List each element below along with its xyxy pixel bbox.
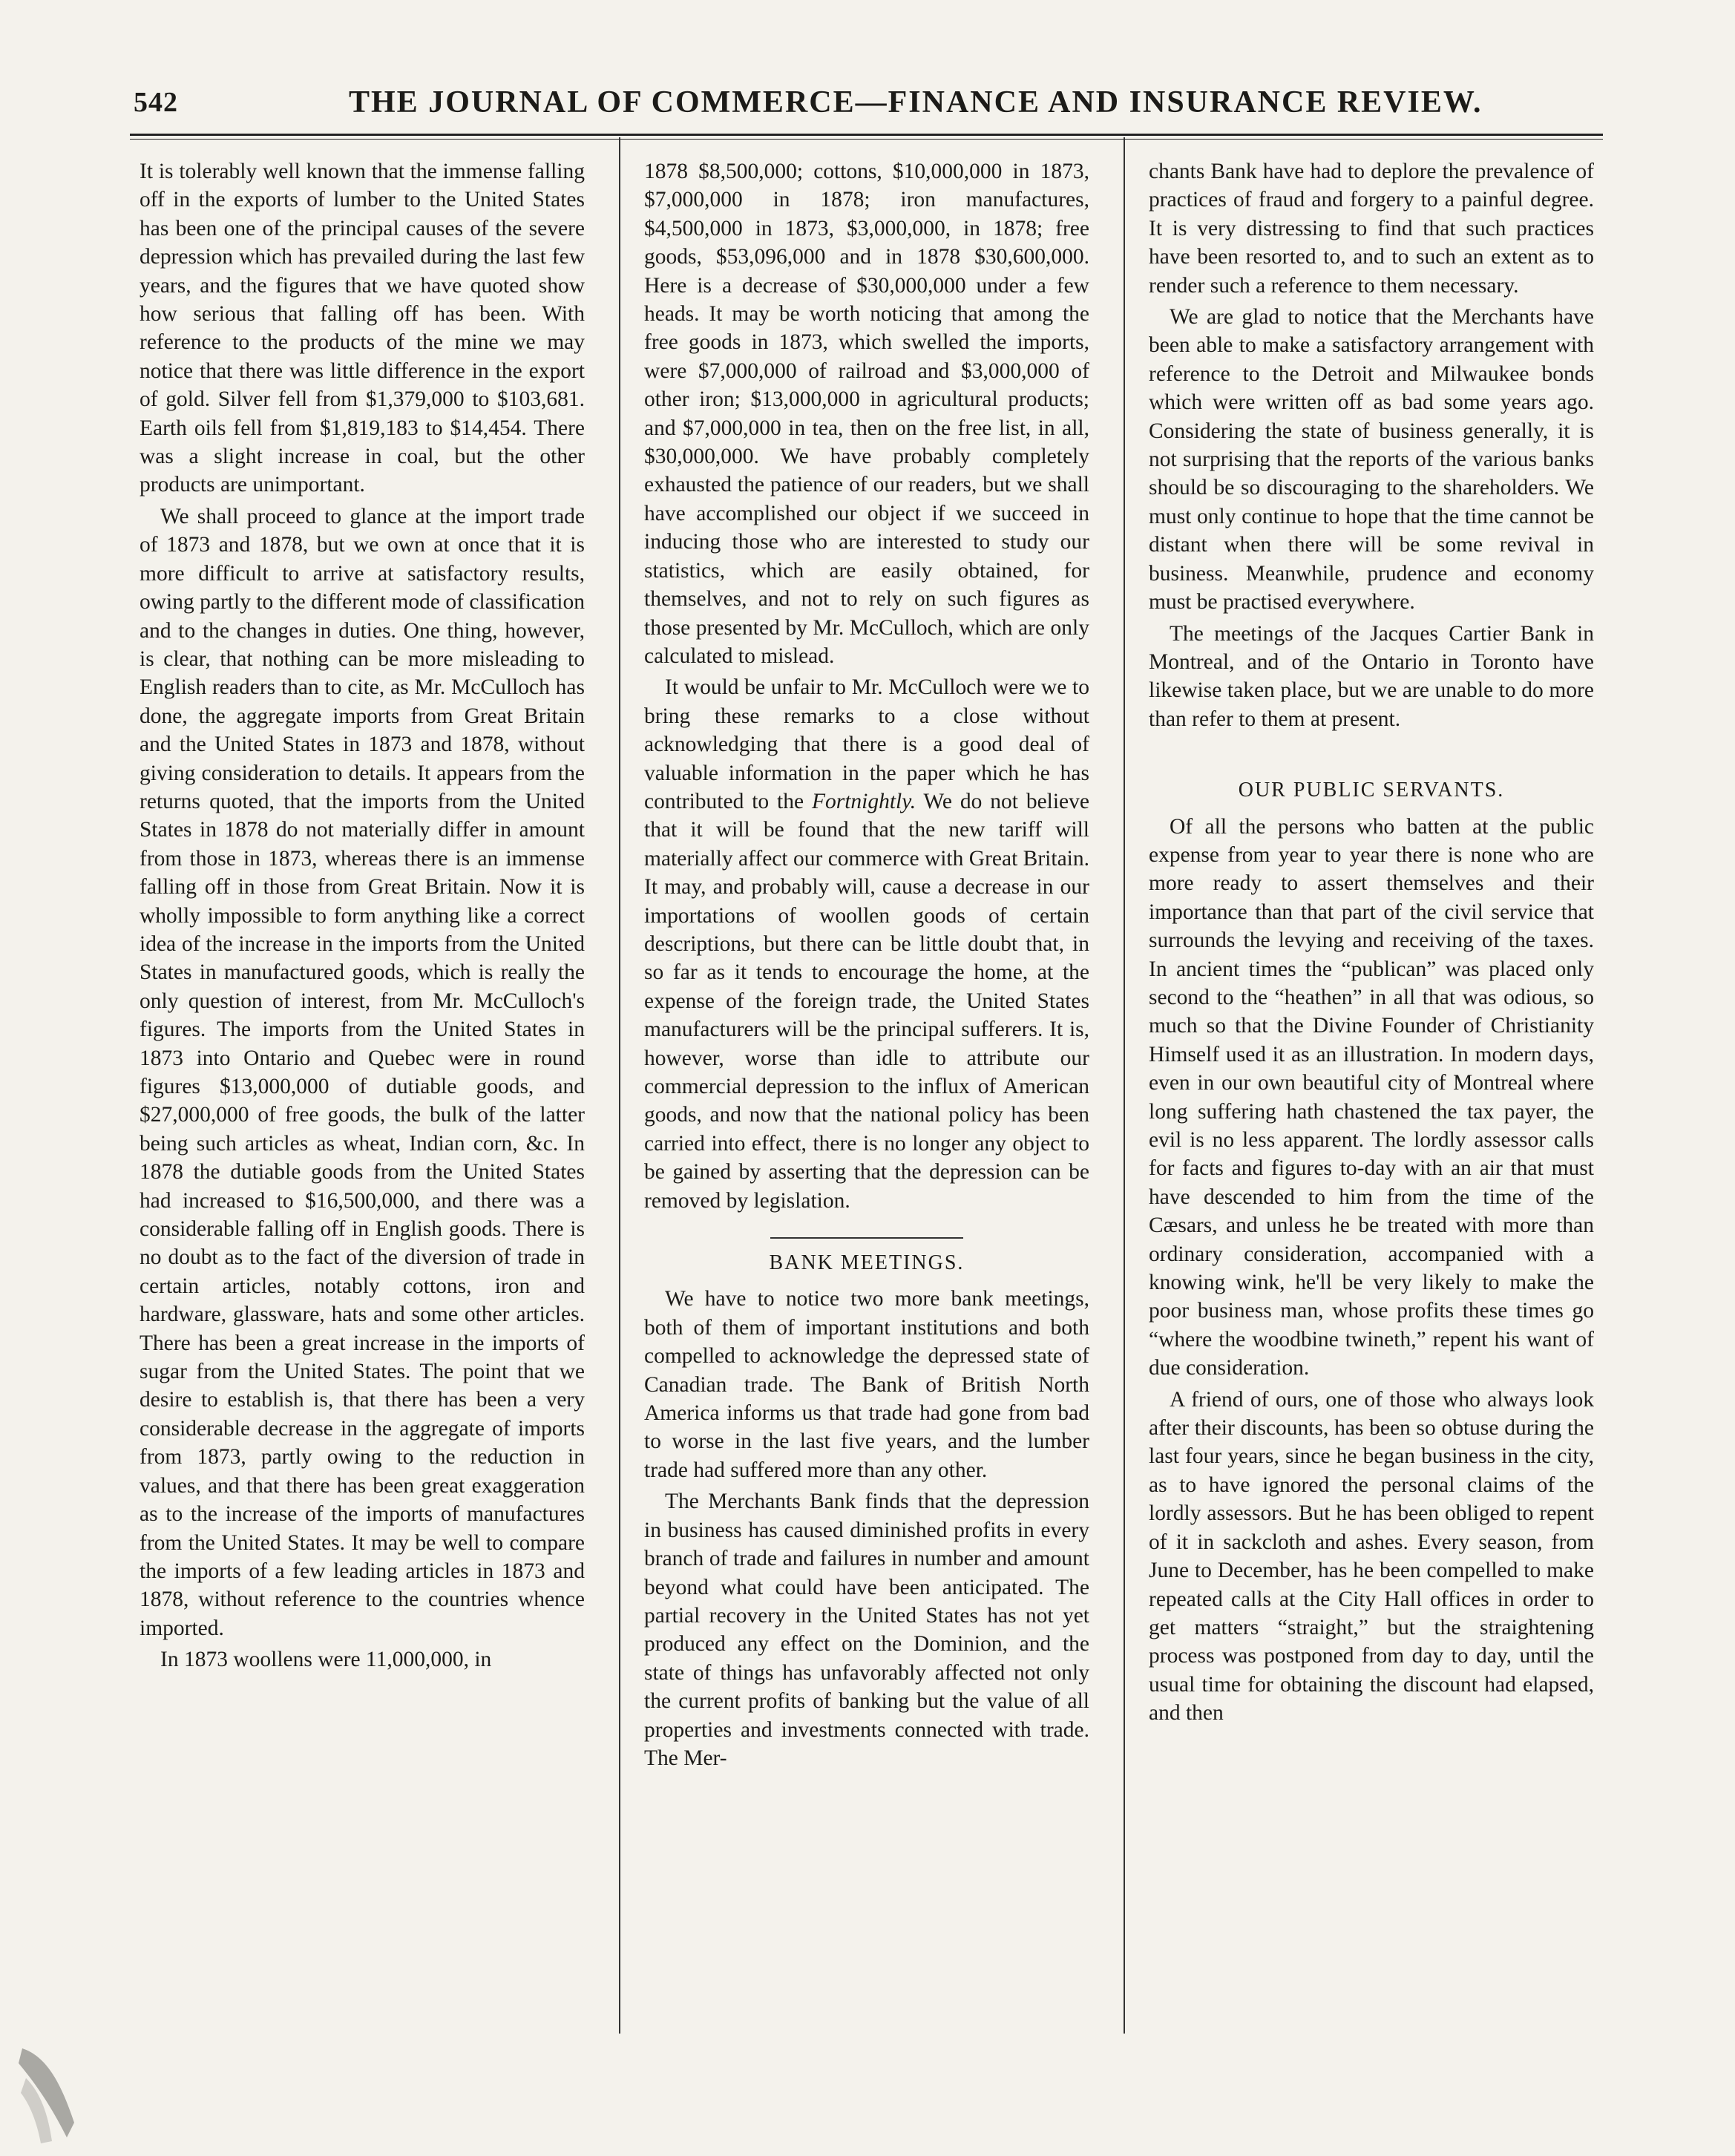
paragraph: 1878 $8,500,000; cottons, $10,000,000 in 1873, $7,000,000 in 1878; iron manufactures, $4,500,000 in 1873, $3,000,000, in 1878; free goods, $53,096,000 and in 1878 $30,600,000. Here is a decrease of $30,000,000 under a few heads. It may be worth noticing that among the free goods in 1873, which swelled the imports, were $7,000,000 of railroad and $3,000,000 of other iron; $13,000,000 in agricultural products; and $7,000,000 in tea, then on the free list, in all, $30,000,000. We have probably completely exhausted the patience of our readers, but we shall have accomplished our object if we succeed in inducing those who are interested to study our statistics, which are easily obtained, for themselves, and not to rely on such figures as those presented by Mr. McCulloch, which are only calculated to mislead. — [644, 160, 1089, 668]
section-spacer — [1149, 733, 1594, 766]
paragraph — [644, 673, 1089, 1215]
publication-name: Fortnightly. — [811, 789, 916, 813]
scan-smudge-mark — [15, 2034, 96, 2145]
section-heading-bank-meetings: BANK MEETINGS. — [769, 1251, 965, 1275]
paragraph: We are glad to notice that the Merchants have been able to make a satisfactory arrangement with reference to the Detroit and Milwaukee bonds which were written off as bad some years ago. Considering the state of business generally, it is not surprising that the reports of the various banks should be so discouraging to the shareholders. We must only continue to hope that the time cannot be distant when there will be some revival in business. Meanwhile, prudence and economy must be practised everywhere. — [1149, 305, 1594, 615]
page-header — [126, 82, 1603, 123]
paragraph-text: We do not believe that it will be found that the new tariff will materially affect our commerce with Great Britain. It may, and probably will, cause a decrease in our importations of woollen goods of certain descriptions, but there can be little doubt that, in so far as it tends to encourage the home, at the expense of the foreign trade, the United States manufacturers will be the principal sufferers. It is, however, worse than idle to attribute our commercial depression to the influx of American goods, and now that the national policy has been carried into effect, there is no longer any object to be gained by asserting that the depression can be removed by legislation. — [644, 789, 1089, 1213]
paragraph: chants Bank have had to deplore the prevalence of practices of fraud and forgery to a painful degree. It is very distressing to find that such practices have been resorted to, and to such an extent as to render such a reference to them necessary. — [1149, 160, 1594, 298]
paragraph: It is tolerably well known that the immense falling off in the exports of lumber to the United States has been one of the principal causes of the severe depression which has prevailed during the last few years, and the figures that we have quoted show how serious that falling off has been. With reference to the products of the mine we may notice that there was little difference in the export of gold. Silver fell from $1,379,000 to $103,681. Earth oils fell from $1,819,183 to $14,454. There was a slight increase in coal, but the other products are unimportant. — [140, 160, 585, 497]
paragraph: In 1873 woollens were 11,000,000, in — [160, 1648, 492, 1672]
column-3 — [1149, 157, 1594, 1728]
paragraph: We shall proceed to glance at the import trade of 1873 and 1878, but we own at once that it is more difficult to arrive at satisfactory results, owing partly to the different mode of classification and to the changes in duties. One thing, however, is clear, that nothing can be more misleading to English readers than to cite, as Mr. McCulloch has done, the aggregate imports from Great Britain and the United States in 1873 and 1878, without giving consideration to details. It appears from the returns quoted, that the imports from the United States in 1878 do not materially differ in amount from those in 1873, whereas there is an immense falling off in those from Great Britain. Now it is wholly impossible to form anything like a correct idea of the increase in the imports from the United States in manufactured goods, which is really the only question of interest, from Mr. McCulloch's figures. The imports from the United States in 1873 into Ontario and Quebec were in round figures $13,000,000 of dutiable goods, and $27,000,000 of free goods, the bulk of the latter being such articles as wheat, Indian corn, &c. In 1878 the dutiable goods from the United States had increased to $16,500,000, and there was a considerable falling off in English goods. There is no doubt as to the fact of the diversion of trade in certain articles, notably cottons, iron and hardware, glassware, hats and some other articles. There has been a great increase in the imports of sugar from the United States. The point that we desire to establish is, that there has been a very considerable decrease in the aggregate of imports from 1873, partly owing to the reduction in values, and that there has been great exaggeration as to the increase of the imports of manufactures from the United States. It may be well to compare the imports of a few leading articles in 1873 and 1878, without reference to the countries whence imported. — [140, 504, 585, 1640]
column-1 — [140, 157, 585, 1674]
paragraph: We have to notice two more bank meetings, both of them of important institutions and both compelled to acknowledge the depressed state of Canadian trade. The Bank of British North America informs us that trade had gone from bad to worse in the last five years, and the lumber trade had suffered more than any other. — [644, 1287, 1089, 1482]
section-heading-public-servants: OUR PUBLIC SERVANTS. — [1238, 779, 1505, 802]
journal-title: THE JOURNAL OF COMMERCE—FINANCE AND INSURANCE REVIEW. — [349, 85, 1483, 119]
column-divider — [1124, 137, 1125, 2034]
paragraph: The meetings of the Jacques Cartier Bank in Montreal, and of the Ontario in Toronto have likewise taken place, but we are unable to do more than refer to them at present. — [1149, 621, 1594, 731]
header-rule — [130, 134, 1603, 140]
page-number: 542 — [134, 87, 178, 118]
paragraph: Of all the persons who batten at the public expense from year to year there is none who are more ready to assert themselves and their importance than that part of the civil service that surrounds the levying and receiving of the taxes. In ancient times the “publican” was placed only second to the “heathen” in all that was odious, so much so that the Divine Founder of Christianity Himself used it as an illustration. In modern days, even in our own beautiful city of Montreal where long suffering hath chastened the tax payer, the evil is no less apparent. The lordly assessor calls for facts and figures to-day with an air that must have descended to him from the time of the Cæsars, and unless he be treated with more than ordinary consideration, accompanied with a knowing wink, he'll be very likely to make the poor business man, whose profits these times go “where the woodbine twineth,” repent his want of due consideration. — [1149, 814, 1594, 1380]
paragraph-text: It would be unfair to Mr. McCulloch were we to bring these remarks to a close without acknowledging that there is a good deal of valuable information in the paper which he has contributed to the — [644, 675, 1089, 813]
column-divider — [619, 137, 620, 2034]
paragraph: The Merchants Bank finds that the depression in business has caused diminished profits in every branch of trade and failures in number and amount beyond what could have been anticipated. The partial recovery in the United States has not yet produced any effect on the Dominion, and the state of things has unfavorably affected not only the current profits of banking but the value of all properties and investments connected with trade. The Mer- — [644, 1490, 1089, 1770]
section-rule — [770, 1237, 963, 1239]
column-2 — [644, 157, 1089, 1772]
paragraph: A friend of ours, one of those who always look after their discounts, has been so obtuse during the last four years, since he began business in the city, as to have ignored the personal claims of the lordly assessors. But he has been obliged to repent of it in sackcloth and ashes. Every season, from June to December, has he been compelled to make repeated calls at the City Hall offices in order to get matters “straight,” but the straightening process was postponed from day to day, until the usual time for obtaining the discount had elapsed, and then — [1149, 1387, 1594, 1726]
